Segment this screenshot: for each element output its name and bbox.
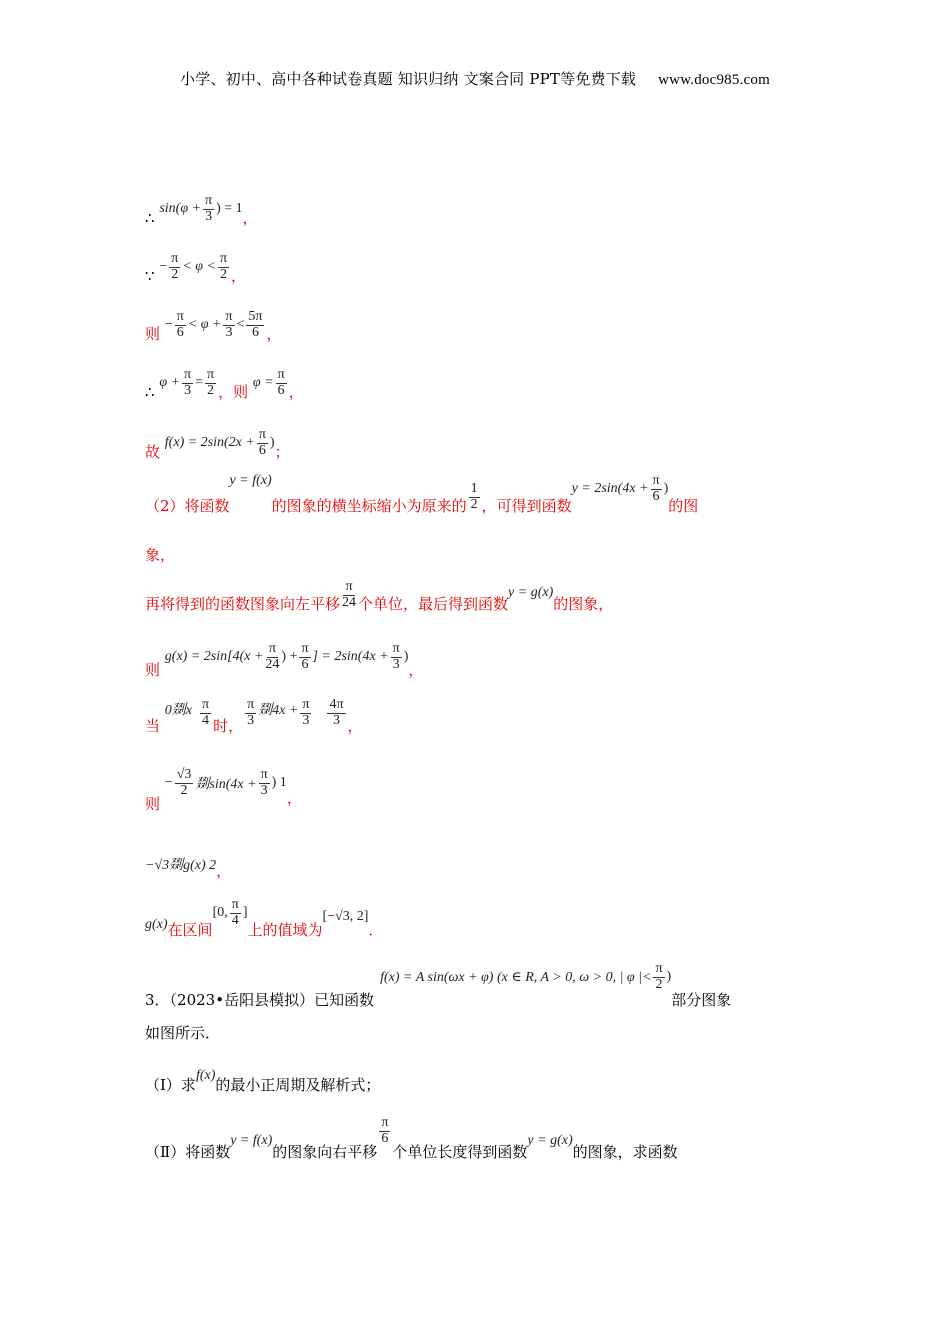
text: 个单位长度得到函数 [392, 1143, 528, 1162]
numerator: π [392, 641, 400, 656]
numerator: π [205, 193, 213, 208]
math-text: y = f(x) [229, 473, 272, 489]
denominator: 6 [251, 324, 259, 340]
fraction [218, 252, 229, 282]
fraction [265, 642, 279, 672]
numerator: π [219, 251, 228, 266]
denominator: 6 [277, 382, 285, 398]
text: 的图象，求函数 [572, 1143, 678, 1162]
line-f-result [145, 427, 290, 462]
fraction [299, 642, 310, 672]
therefore-symbol: ∴ [145, 209, 155, 228]
header-site: www.doc985.com [658, 72, 770, 88]
numerator: 5π [248, 309, 263, 324]
because-symbol: ∵ [145, 267, 155, 286]
denominator: 3 [184, 382, 192, 398]
fraction [276, 368, 287, 398]
denominator: 2 [470, 496, 478, 512]
math-text: ) [666, 969, 672, 985]
numerator: π [176, 309, 184, 324]
fraction [205, 368, 216, 398]
math-text: f(x) = 2sin(2x + [164, 435, 255, 451]
numerator: π [655, 961, 663, 976]
punct: ， [266, 325, 282, 344]
label-ze: 则 [233, 383, 249, 402]
math-text: ] = 2sin(4x + [312, 649, 389, 665]
line-sin-eq-1 [145, 193, 258, 228]
denominator: 2 [180, 782, 188, 798]
text: 在区间 [167, 921, 213, 940]
question-3-part-1 [145, 1066, 381, 1094]
text: 如图所示． [145, 1024, 221, 1042]
text: 时， [213, 717, 244, 736]
numerator: π [231, 897, 239, 912]
math-text: < φ < [182, 259, 216, 275]
math-text: ) [663, 481, 669, 497]
numerator: π [247, 697, 255, 712]
question-3-stem-cont [145, 1022, 220, 1043]
question-3-part-2 [145, 1115, 678, 1162]
fraction [651, 474, 662, 504]
text: （2）将函数 [145, 497, 230, 516]
numerator: √3 [176, 767, 192, 782]
numerator: π [302, 697, 310, 712]
math-text: ) 1 [271, 775, 287, 791]
numerator: π [171, 251, 179, 266]
math-text: y = f(x) [230, 1133, 273, 1149]
math-text: −√3剟g(x) 2 [145, 858, 217, 873]
denominator: 4 [202, 712, 210, 728]
fraction [223, 310, 234, 340]
page-header [0, 68, 950, 89]
numerator: π [381, 1115, 389, 1130]
text: 的图 [668, 497, 699, 516]
math-text: [−√3, 2] [322, 909, 369, 925]
denominator: 3 [260, 782, 268, 798]
math-text: = [195, 375, 204, 391]
numerator: π [207, 367, 215, 382]
denominator: 2 [655, 976, 663, 992]
line-sin-range [145, 767, 302, 814]
math-text: < [236, 317, 245, 333]
text: 个单位，最后得到函数 [358, 595, 509, 614]
label-ze: 则 [145, 325, 161, 344]
punct: ， [347, 717, 363, 736]
punct: ； [274, 443, 290, 462]
math-text: [0, [212, 905, 228, 921]
math-text: 剟4x + [258, 703, 299, 719]
fraction [203, 194, 214, 224]
math-text: ) [269, 435, 275, 451]
text: 的图象向右平移 [272, 1143, 378, 1162]
math-text: φ + [159, 375, 181, 391]
math-text: 0剟x [164, 703, 193, 719]
text: 上的值域为 [247, 921, 323, 940]
math-text: ] [242, 905, 248, 921]
math-text: f(x) [195, 1068, 216, 1083]
fraction [230, 898, 241, 928]
label-gu: 故 [145, 443, 161, 462]
text: 象， [145, 546, 176, 564]
line-part2-cont [145, 544, 175, 565]
line-g-range [145, 852, 232, 880]
math-text: φ = [252, 375, 274, 391]
numerator: π [260, 767, 268, 782]
numerator: 1 [470, 481, 478, 496]
punct: ． [368, 921, 384, 940]
text: 部分图象 [671, 991, 732, 1010]
numerator: π [225, 309, 233, 324]
numerator: π [202, 697, 210, 712]
header-title: 小学、初中、高中各种试卷真题 知识归纳 文案合同 PPT等免费下载 [180, 70, 637, 88]
numerator: π [301, 641, 309, 656]
math-text: − [164, 775, 173, 791]
line-phi-shift-range [145, 309, 282, 344]
fraction [379, 1116, 390, 1146]
numerator: 4π [329, 697, 344, 712]
denominator: 6 [258, 442, 266, 458]
math-text: sin(φ + [159, 201, 202, 217]
label-dang: 当 [145, 717, 161, 736]
fraction [259, 768, 270, 798]
text: （Ⅱ）将函数 [145, 1143, 231, 1162]
math-text: y = g(x) [527, 1133, 573, 1149]
denominator: 6 [652, 488, 660, 504]
denominator: 4 [231, 912, 239, 928]
math-text: y = g(x) [508, 585, 554, 601]
text: 的图象， [553, 595, 614, 614]
denominator: 3 [332, 712, 340, 728]
fraction [257, 428, 268, 458]
line-x-interval [145, 697, 363, 736]
fraction [327, 698, 345, 728]
text: 的图象的横坐标缩小为原来的 [271, 497, 467, 516]
math-text: f(x) = A sin(ωx + φ) (x ∈ R, A > 0, ω > 0, | φ |< [380, 969, 652, 985]
numerator: π [258, 427, 266, 442]
math-text: ) [403, 649, 409, 665]
line-phi-range [145, 251, 247, 286]
fraction [653, 962, 664, 992]
math-text: − [164, 317, 173, 333]
fraction [469, 482, 480, 512]
denominator: 2 [171, 266, 179, 282]
numerator: π [652, 473, 660, 488]
math-text: g(x) [145, 917, 168, 933]
denominator: 3 [205, 208, 213, 224]
fraction [300, 698, 311, 728]
fraction [391, 642, 402, 672]
punct: ， [242, 209, 258, 228]
punct: ， [216, 862, 232, 880]
denominator: 6 [381, 1130, 389, 1146]
math-text: g(x) = 2sin[4(x + [164, 649, 264, 665]
punct: ， [286, 789, 302, 808]
punct: ， [231, 267, 247, 286]
fraction [169, 252, 180, 282]
fraction [342, 580, 356, 610]
denominator: 24 [342, 594, 357, 610]
denominator: 2 [207, 382, 215, 398]
punct: ， [218, 383, 234, 402]
math-text: y = 2sin(4x + [571, 481, 649, 497]
line-part2-transform [145, 473, 699, 516]
numerator: π [268, 641, 276, 656]
fraction [175, 768, 194, 798]
line-phi-value [145, 367, 304, 402]
denominator: 2 [219, 266, 227, 282]
denominator: 3 [302, 712, 310, 728]
label-ze: 则 [145, 795, 161, 814]
denominator: 6 [176, 324, 184, 340]
math-text: − [159, 259, 168, 275]
text: 再将得到的函数图象向左平移 [145, 595, 341, 614]
denominator: 3 [247, 712, 255, 728]
math-text: ) = 1 [216, 201, 243, 217]
fraction [175, 310, 186, 340]
denominator: 6 [301, 656, 309, 672]
fraction [182, 368, 193, 398]
math-text: < φ + [187, 317, 222, 333]
math-text: ) + [281, 649, 298, 665]
fraction [200, 698, 211, 728]
text: 的最小正周期及解析式； [215, 1076, 381, 1094]
numerator: π [345, 579, 353, 594]
denominator: 24 [265, 656, 280, 672]
fraction [245, 698, 256, 728]
question-3-stem [145, 961, 732, 1010]
punct: ， [288, 383, 304, 402]
line-conclusion [145, 897, 384, 940]
denominator: 3 [392, 656, 400, 672]
line-g-expression [145, 641, 424, 680]
text: （Ⅰ）求 [145, 1076, 196, 1094]
denominator: 3 [225, 324, 233, 340]
therefore-symbol: ∴ [145, 383, 155, 402]
text: ，可得到函数 [481, 497, 572, 516]
question-number: 3．（2023•岳阳县模拟）已知函数 [145, 991, 375, 1010]
fraction [246, 310, 264, 340]
math-text: 剟sin(4x + [195, 777, 257, 793]
punct: ， [408, 661, 424, 680]
line-shift-left [145, 579, 614, 614]
numerator: π [184, 367, 192, 382]
label-ze: 则 [145, 661, 161, 680]
numerator: π [277, 367, 285, 382]
